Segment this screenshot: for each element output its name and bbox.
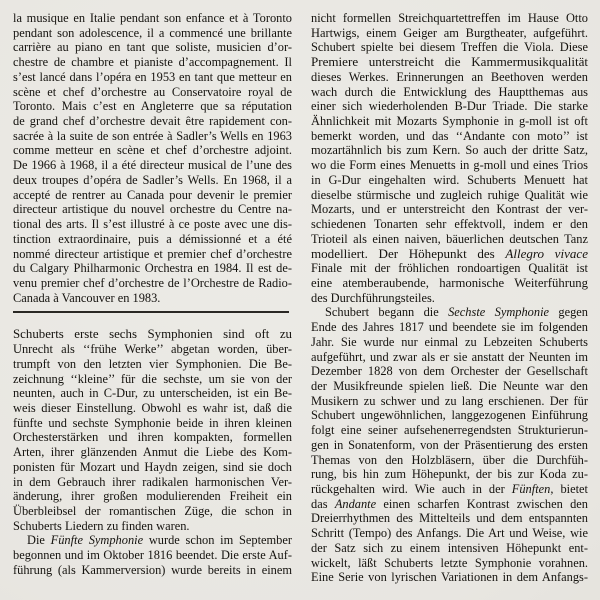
text-line: ponisten für Mozart und Haydn zeigen, sind sie doch: [13, 459, 292, 474]
text-line: Musikern zu schwer und zu lang erschienen. Der für: [311, 393, 588, 408]
text-column-left: [13, 11, 292, 578]
text-line: pendant son adolescence, il a commencé une brillante: [13, 25, 292, 40]
text-line: eine atemberaubende, harmonische Weiterführung: [311, 275, 588, 290]
text-line: fünfte und sechste Symphonie beide in ihren kleinen: [13, 415, 292, 430]
text-line: wach durch die Entwicklung des Hauptthemas aus: [311, 84, 588, 99]
text-line: gen in Sonatenform, von der Präsentierung des ersten: [311, 437, 588, 452]
text-line: Hartwigs, einem Geiger am Burgtheater, aufgeführt.: [311, 25, 588, 40]
text-line: Schubert begann die Sechste Symphonie gegen: [325, 305, 588, 320]
text-line: De 1966 à 1968, il a été directeur musical de l’une des: [13, 158, 292, 173]
text-line: aufgeführt, und zwar als er sie anstatt der Neunten im: [311, 349, 588, 364]
text-line: weis dieser Einstellung. Obwohl es wahr ist, daß die: [13, 400, 292, 415]
text-line: folgt eine seiner aufsehenerregendsten Strukturierun-: [311, 423, 588, 438]
text-line: Mozarts, und er unterstreicht den Kontrast der ver-: [311, 202, 588, 217]
text-line: in G-Dur eingehalten wird. Schuberts Menuett hat: [311, 172, 588, 187]
text-line: Jahr. Sie wurde nur einmal zu Lebzeiten Schuberts: [311, 334, 588, 349]
text-line: carrière au piano en tant que soliste, musicien d’or-: [13, 40, 292, 55]
paragraph: [311, 305, 588, 585]
text-line: nommé directeur artistique et premier chef d’orchestre: [13, 246, 292, 261]
text-line: Schritt (Tempo) des Anfangs. Die Art und Weise, wie: [311, 526, 588, 541]
text-line: scène et chef d’orchestre au Conservatoire royal de: [13, 84, 292, 99]
text-line: Ähnlichkeit mit Mozarts Symphonie in g-moll ist oft: [311, 114, 588, 129]
text-line: das Andante einen scharfen Kontrast zwischen den: [311, 496, 588, 511]
text-line: Ende des Jahres 1817 und beendete sie im folgenden: [311, 320, 588, 335]
text-line: einer sich wiederholenden B-Dur Triade. Die starke: [311, 99, 588, 114]
text-line: Die Fünfte Symphonie wurde schon im September: [27, 533, 292, 548]
text-line: Dezember 1828 von dem Orchester der Gesellschaft: [311, 364, 588, 379]
text-line: der Satz sich zu einem intensiven Höhepunkt ent-: [311, 540, 588, 555]
text-line: führung (als Kammerversion) wurde bereits in einem: [13, 562, 292, 577]
paragraph: [13, 11, 292, 305]
paragraph: [13, 533, 292, 577]
paragraph: [13, 327, 292, 533]
text-line: comme metteur en scène et chef d’orchestre adjoint.: [13, 143, 292, 158]
text-line: Überbleibsel der romantischen Züge, die schon in: [13, 504, 292, 518]
text-line: venu premier chef d’orchestre de l’Orchestre de Radio-: [13, 275, 292, 290]
text-line: bemerkt worden, und das ‘‘Andante con moto’’ ist: [311, 128, 588, 143]
text-line: Dreierrhythmen des Mittelteils und dem entspannten: [311, 511, 588, 526]
text-line: begonnen und im Oktober 1816 beendet. Die erste Auf-: [13, 548, 292, 563]
text-line: Unrecht als ‘‘frühe Werke’’ abgetan worden, über-: [13, 342, 292, 357]
text-line: dieses Werkes. Erinnerungen an Beethoven werden: [311, 69, 588, 84]
text-line: sacrée à la suite de son entrée à Sadler’s Wells en 1963: [13, 128, 292, 143]
text-line: s’est lancé dans l’opéra en 1953 en tant que metteur en: [13, 69, 292, 84]
text-line: wo die Form eines Menuetts in g-moll und eines Trios: [311, 158, 588, 173]
text-line: des Durchführungsteiles.: [311, 290, 435, 305]
text-line: schiedenen Tonarten sehr effektvoll, indem er den: [311, 217, 588, 232]
text-line: la musique en Italie pendant son enfance et à Toronto: [13, 11, 292, 25]
text-line: Finale mit der fröhlichen rondoartigen Qualität ist: [311, 261, 588, 276]
text-line: neunten, auch in C-Dur, zu unterscheiden, ist ein Be-: [13, 386, 292, 401]
text-line: Eine Serie von lyrischen Variationen in dem Anfangs-: [311, 570, 588, 585]
text-line: Orchesterstärken und ihren kompakten, formellen: [13, 430, 292, 445]
text-line: tinction extraordinaire, puis a démissionné et a été: [13, 231, 292, 246]
text-line: trumpft von den letzten vier Symphonien. Die Be-: [13, 356, 292, 371]
text-line: Trioteil als einen naiven, bäuerlichen deutschen Tanz: [311, 231, 588, 246]
text-line: in dem Gebrauch ihrer radikalen harmonischen Ver-: [13, 474, 292, 489]
text-line: Schubert spielte bei diesem Treffen die Viola. Diese: [311, 40, 588, 55]
text-line: der Musikfreunde spielen ließ. Die Neunte war den: [311, 378, 588, 393]
text-line: directeur artistique du nouvel orchestre du Centre na-: [13, 202, 292, 217]
text-line: Canada à Vancouver en 1983.: [13, 290, 161, 305]
text-line: mozartähnlich bis zum Kern. So auch der dritte Satz,: [311, 143, 588, 158]
text-line: Schubert ungewöhnlichen, langgezogenen Einführung: [311, 408, 588, 423]
section-divider-rule: [13, 311, 289, 313]
text-line: nicht formellen Streichquartettreffen im Hause Otto: [311, 11, 588, 25]
text-line: rung, bis hin zum Höhepunkt, der bis zur Koda zu-: [311, 467, 588, 482]
text-line: Themas von den Holzbläsern, über die Durchfüh-: [311, 452, 588, 467]
text-line: dieselbe stürmische und zugleich ruhige Qualität wie: [311, 187, 588, 202]
text-line: tional des arts. Il s’est illustré à ce poste avec une dis-: [13, 217, 292, 232]
text-line: Arten, ihrer glänzenden Anmut die Liebe des Kom-: [13, 445, 292, 460]
text-column-right: [311, 11, 588, 585]
text-line: Toronto. Mais c’est en Angleterre que sa réputation: [13, 99, 292, 114]
text-line: du Calgary Philharmonic Orchestra en 1984. Il est de-: [13, 261, 292, 276]
text-line: Schuberts Liedern zu finden waren.: [13, 518, 190, 533]
text-line: de grand chef d’orchestre devait être rapidement con-: [13, 114, 292, 129]
text-line: modelliert. Der Höhepunkt des Allegro vivace: [311, 246, 588, 261]
text-line: deux troupes d’opéra de Sadler’s Wells. En 1968, il a: [13, 172, 292, 187]
text-line: rückgehalten wird. Wie auch in der Fünften, bietet: [311, 482, 589, 496]
text-line: änderung, ihrer großen modulierenden Freiheit ein: [13, 489, 292, 504]
paragraph: [311, 11, 588, 305]
text-line: chestre de chambre et pianiste d’accompagnement. Il: [13, 55, 292, 70]
text-line: Premiere unterstreicht die Kammermusikqualität: [311, 55, 588, 70]
text-line: Schuberts erste sechs Symphonien sind oft zu: [13, 327, 292, 342]
text-line: wickelt, läßt Schuberts letzte Symphonie vorahnen.: [311, 555, 588, 570]
text-line: zeichnung ‘‘kleine’’ für die sechste, um sie von der: [13, 371, 292, 386]
text-line: accepté de rentrer au Canada pour devenir le premier: [13, 187, 292, 202]
